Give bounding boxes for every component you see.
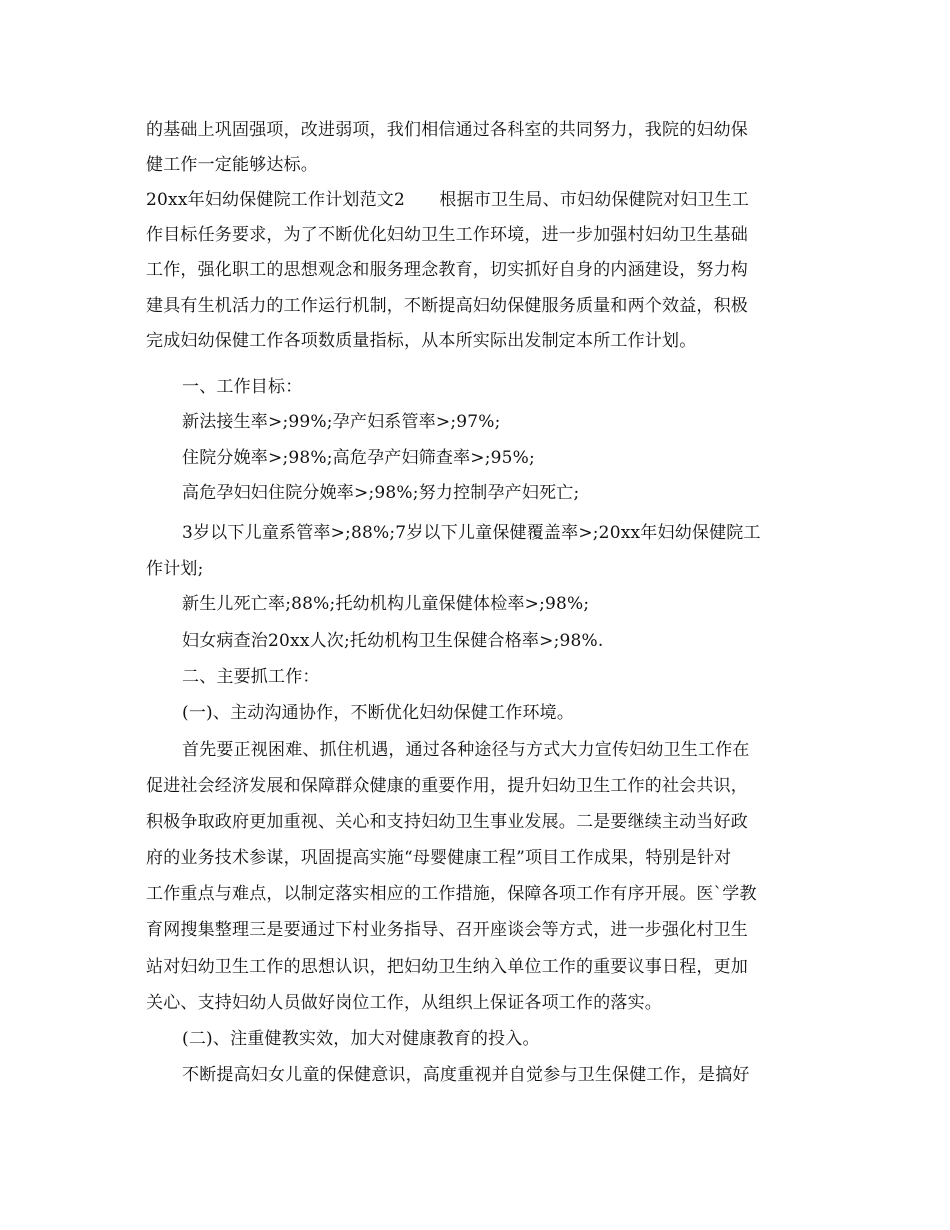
body-text-line: 促进社会经济发展和保障群众健康的重要作用，提升妇幼卫生工作的社会共识， [146,776,748,796]
goal-line: 高危孕妇妇住院分娩率>;98%;努力控制孕产妇死亡; [182,483,580,503]
body-text-line: 的基础上巩固强项，改进弱项，我们相信通过各科室的共同努力，我院的妇幼保 [146,120,748,140]
subheading-item-one: (一)、主动沟通协作，不断优化妇幼保健工作环境。 [182,703,575,723]
body-text-line: 育网搜集整理三是要通过下村业务指导、召开座谈会等方式，进一步强化村卫生 [146,920,748,940]
subheading-work-goals: 一、工作目标： [182,377,303,397]
goal-line: 妇女病查治20xx人次;托幼机构卫生保健合格率>;98%. [182,631,604,651]
subheading-main-work: 二、主要抓工作： [182,667,320,687]
goal-line-continued: 作计划; [146,559,204,579]
body-text-line: 府的业务技术参谋，巩固提高实施“母婴健康工程”项目工作成果，特别是针对 [146,848,732,868]
body-text-line: 工作，强化职工的思想观念和服务理念教育，切实抓好自身的内涵建设，努力构 [146,260,748,280]
body-text-line: 站对妇幼卫生工作的思想认识，把妇幼卫生纳入单位工作的重要议事日程，更加 [146,957,748,977]
subheading-item-two: (二)、注重健教实效，加大对健康教育的投入。 [182,1029,540,1049]
section-heading-line: 20xx年妇幼保健院工作计划范文2 根据市卫生局、市妇幼保健院对妇卫生工 [146,190,750,210]
body-text-line: 完成妇幼保健工作各项数质量指标，从本所实际出发制定本所工作计划。 [146,331,697,351]
body-text-line: 健工作一定能够达标。 [146,155,318,175]
body-text-line: 积极争取政府更加重视、关心和支持妇幼卫生事业发展。二是要继续主动当好政 [146,812,748,832]
goal-line: 新法接生率>;99%;孕产妇系管率>;97%; [182,412,501,432]
body-text-line: 关心、支持妇幼人员做好岗位工作，从组织上保证各项工作的落实。 [146,993,662,1013]
body-text-line: 不断提高妇女儿童的保健意识，高度重视并自觉参与卫生保健工作，是搞好 [182,1065,750,1085]
body-text-line: 建具有生机活力的工作运行机制，不断提高妇幼保健服务质量和两个效益，积极 [146,296,748,316]
goal-line: 3岁以下儿童系管率>;88%;7岁以下儿童保健覆盖率>;20xx年妇幼保健院工 [182,523,761,543]
goal-line: 住院分娩率>;98%;高危孕产妇筛查率>;95%; [182,448,535,468]
goal-line: 新生儿死亡率;88%;托幼机构儿童保健体检率>;98%; [182,594,590,614]
body-text-line: 首先要正视困难、抓住机遇，通过各种途径与方式大力宣传妇幼卫生工作在 [182,740,750,760]
body-text-line: 工作重点与难点，以制定落实相应的工作措施，保障各项工作有序开展。医`学教 [146,884,757,904]
body-text-line: 作目标任务要求，为了不断优化妇幼卫生工作环境，进一步加强村妇幼卫生基础 [146,225,748,245]
